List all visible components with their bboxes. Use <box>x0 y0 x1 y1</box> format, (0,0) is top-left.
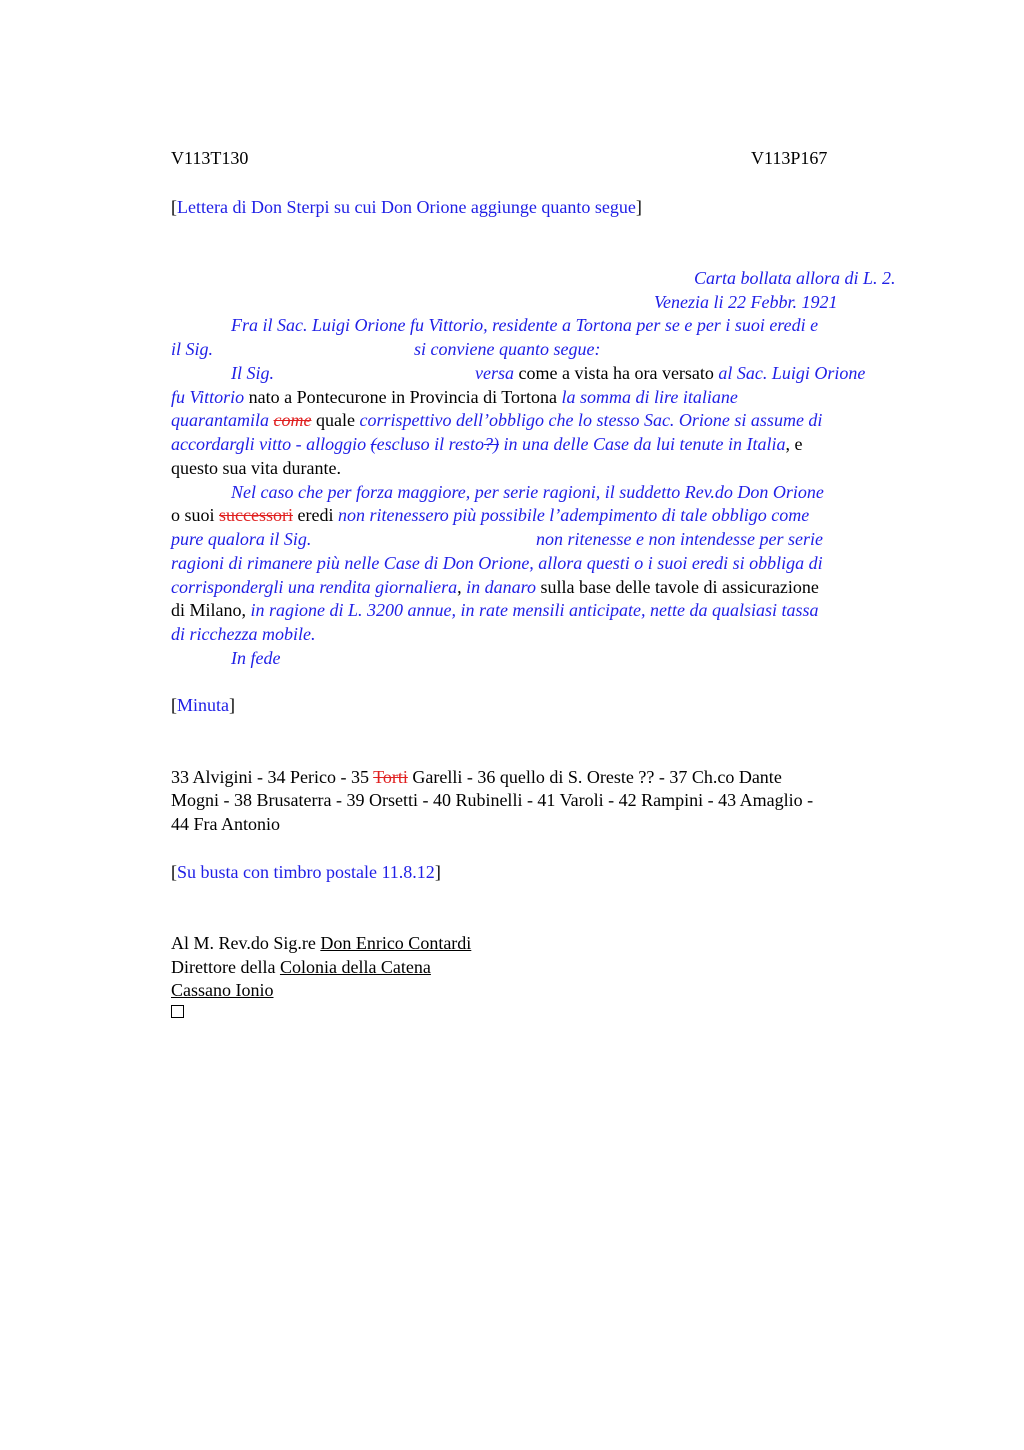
date-text: Venezia li 22 Febbr. 1921 <box>654 292 838 312</box>
editorial-note-2 <box>171 693 235 717</box>
bracket-close: ] <box>635 197 642 217</box>
text-run: non ritenessero più possibile l’adempimento di tale obbligo come <box>337 505 810 525</box>
text-run: al Sac. Luigi Orione <box>718 363 866 383</box>
date-line <box>654 290 837 314</box>
text-run: Il Sig. <box>231 363 274 383</box>
struck-text: ?) <box>483 434 499 454</box>
struck-text: come <box>273 410 312 430</box>
text-run: eredi <box>293 505 338 525</box>
paragraph-1-line-2 <box>171 337 213 361</box>
text-run: di Milano, <box>171 600 251 620</box>
text-run: ragioni di rimanere più nelle Case di Don Orione, allora questi o i suoi eredi si obbliga di <box>171 553 823 573</box>
text-run: Direttore della <box>171 957 280 977</box>
text-run: corrispettivo dell’obbligo che lo stesso Sac. Orione si assume di <box>359 410 823 430</box>
bracket-open: [ <box>171 862 177 882</box>
struck-text: successori <box>219 505 293 525</box>
text-run: 33 Alvigini - 34 Perico - 35 <box>171 767 374 787</box>
text-run: la somma di lire italiane <box>561 387 738 407</box>
text-run: o suoi <box>171 505 220 525</box>
signoff <box>231 646 280 670</box>
editorial-note-3 <box>171 860 441 884</box>
bracket-open: [ <box>171 695 177 715</box>
address-line-2 <box>171 955 431 979</box>
text-run: come a vista ha ora versato <box>514 363 719 383</box>
paragraph-3-line-6 <box>171 598 818 622</box>
paragraph-2-line-4 <box>171 432 802 456</box>
text-run: non ritenesse e non intendesse per serie <box>536 529 823 549</box>
text-run: Fra il Sac. Luigi Orione fu Vittorio, residente a Tortona per se e per i suoi eredi e <box>231 315 819 335</box>
paragraph-3-line-1 <box>231 480 824 504</box>
text-run: si conviene quanto segue: <box>414 339 601 359</box>
text-run: in una delle Case da lui tenute in Italia <box>498 434 786 454</box>
paragraph-2-line-1b <box>475 361 865 385</box>
text-run: escluso il resto <box>376 434 484 454</box>
town-name: Cassano Ionio <box>171 980 274 1000</box>
paragraph-3-line-7 <box>171 622 315 646</box>
text-run: Al M. Rev.do Sig.re <box>171 933 321 953</box>
text-run: accordargli vitto - alloggio <box>171 434 371 454</box>
bracket-close: ] <box>434 862 441 882</box>
stamp-line <box>694 266 896 290</box>
struck-text: ( <box>370 434 377 454</box>
names-line-1 <box>171 765 782 789</box>
note-text: Minuta <box>177 695 229 715</box>
text-run: in danaro <box>466 577 537 597</box>
paragraph-3-line-5 <box>171 575 819 599</box>
empty-box-symbol <box>171 1005 184 1018</box>
paragraph-3-line-3a <box>171 527 311 551</box>
paragraph-1-line-1 <box>231 313 818 337</box>
text-run: versa <box>475 363 514 383</box>
paragraph-3-line-2 <box>171 503 809 527</box>
bracket-open: [ <box>171 197 177 217</box>
address-line-1 <box>171 931 471 955</box>
paragraph-2-line-1a <box>231 361 274 385</box>
text-run: , e <box>785 434 803 454</box>
text-run: quarantamila <box>171 410 274 430</box>
names-line-2: Mogni - 38 Brusaterra - 39 Orsetti - 40 Rubinelli - 41 Varoli - 42 Rampini - 43 Amaglio - <box>171 790 814 810</box>
paragraph-3-line-4 <box>171 551 823 575</box>
text-run: fu Vittorio <box>171 387 245 407</box>
text-run: di ricchezza mobile. <box>171 624 316 644</box>
text-run: Nel caso che per forza maggiore, per serie ragioni, il suddetto Rev.do Don Orione <box>231 482 824 502</box>
paragraph-3-line-3b <box>536 527 823 551</box>
text-run: sulla base delle tavole di assicurazione <box>536 577 819 597</box>
text-run: , <box>457 577 467 597</box>
text-run: nato a Pontecurone in Provincia di Tortona <box>244 387 562 407</box>
text-run: il Sig. <box>171 339 214 359</box>
paragraph-1-line-2-cont <box>414 337 600 361</box>
bracket-close: ] <box>229 695 235 715</box>
text-run: corrispondergli una rendita giornaliera <box>171 577 458 597</box>
note-text: Lettera di Don Sterpi su cui Don Orione aggiunge quanto segue <box>177 197 636 217</box>
text-run: in ragione di L. 3200 annue, in rate mensili anticipate, nette da qualsiasi tassa <box>250 600 819 620</box>
address-line-3 <box>171 978 274 1002</box>
text-run: Garelli - 36 quello di S. Oreste ?? - 37 Ch.co Dante <box>407 767 782 787</box>
paragraph-2-line-3 <box>171 408 822 432</box>
editorial-note-1 <box>171 195 642 219</box>
header-left-code: V113T130 <box>171 148 249 168</box>
struck-text: Torti <box>373 767 408 787</box>
institution-name: Colonia della Catena <box>279 957 431 977</box>
names-line-3: 44 Fra Antonio <box>171 814 281 834</box>
paragraph-2-line-5: questo sua vita durante. <box>171 458 341 478</box>
paragraph-2-line-2 <box>171 385 738 409</box>
addressee-name: Don Enrico Contardi <box>320 933 472 953</box>
text-run: pure qualora il Sig. <box>171 529 312 549</box>
stamp-text: Carta bollata allora di L. 2. <box>694 268 896 288</box>
header-right-code: V113P167 <box>751 148 828 168</box>
signoff-text: In fede <box>231 648 281 668</box>
text-run: quale <box>311 410 360 430</box>
note-text: Su busta con timbro postale 11.8.12 <box>177 862 435 882</box>
